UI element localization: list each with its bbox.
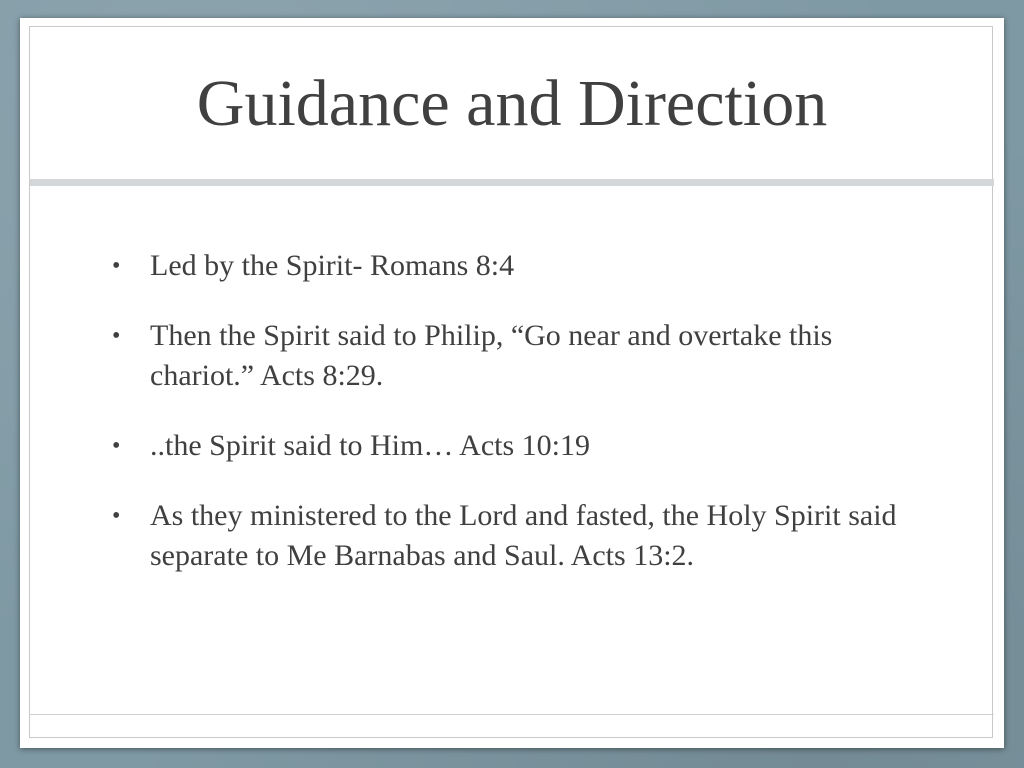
bullet-marker: • [112,253,121,279]
bottom-divider [30,714,994,715]
slide [20,18,1004,748]
bullet-item [112,246,912,286]
bullet-item [112,426,912,466]
bullet-text: Led by the Spirit- Romans 8:4 [150,249,515,282]
bullet-list [112,246,912,606]
bullet-marker: • [112,503,121,529]
bullet-marker: • [112,323,121,349]
bullet-text: ..the Spirit said to Him… Acts 10:19 [150,429,590,462]
bullet-text: Then the Spirit said to Philip, “Go near and overtake this chariot.” Acts 8:29. [150,319,833,392]
bullet-text: As they ministered to the Lord and fasted, the Holy Spirit said separate to Me Barnabas and Saul. Acts 13:2. [150,499,897,572]
title-divider [30,179,994,186]
bullet-item [112,316,912,396]
bullet-marker: • [112,433,121,459]
bullet-item [112,496,912,576]
slide-title: Guidance and Direction [196,67,828,140]
